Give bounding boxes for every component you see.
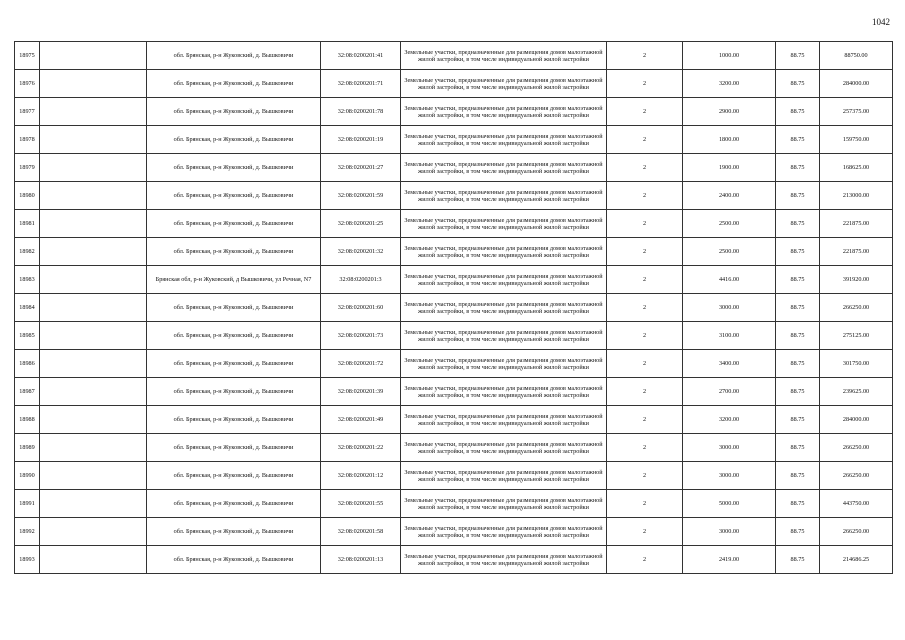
cell-specific-value: 88.75 <box>776 350 820 378</box>
cell-address: Брянская обл, р-н Жуковский, д Вышковичи, ул Речная, N7 <box>147 266 321 294</box>
cell-cadastral-value: 168625.00 <box>820 154 893 182</box>
cell-permitted-use: Земельные участки, предназначенные для размещения домов малоэтажной жилой застройки, в том числе индивидуальной жилой застройки <box>401 266 607 294</box>
cell-group: 2 <box>607 182 683 210</box>
cell-group: 2 <box>607 490 683 518</box>
cell-record-number: 18982 <box>15 238 40 266</box>
table-row <box>15 210 893 238</box>
page-number: 1042 <box>872 17 890 27</box>
cell-address: обл. Брянская, р-н Жуковский, д. Вышковичи <box>147 462 321 490</box>
cell-cadastral-number: 32:08:0200201:39 <box>321 378 401 406</box>
cell-address: обл. Брянская, р-н Жуковский, д. Вышковичи <box>147 546 321 574</box>
cell-empty <box>40 266 147 294</box>
cell-area: 3200.00 <box>683 70 776 98</box>
cell-area: 2900.00 <box>683 98 776 126</box>
cell-record-number: 18986 <box>15 350 40 378</box>
cell-area: 3400.00 <box>683 350 776 378</box>
cell-group: 2 <box>607 238 683 266</box>
cell-permitted-use: Земельные участки, предназначенные для размещения домов малоэтажной жилой застройки, в том числе индивидуальной жилой застройки <box>401 70 607 98</box>
cell-area: 3000.00 <box>683 294 776 322</box>
table-row <box>15 462 893 490</box>
cell-permitted-use: Земельные участки, предназначенные для размещения домов малоэтажной жилой застройки, в том числе индивидуальной жилой застройки <box>401 98 607 126</box>
cell-empty <box>40 70 147 98</box>
cell-specific-value: 88.75 <box>776 266 820 294</box>
cell-cadastral-number: 32:08:0200201:78 <box>321 98 401 126</box>
cell-specific-value: 88.75 <box>776 294 820 322</box>
cell-area: 3000.00 <box>683 462 776 490</box>
cell-group: 2 <box>607 294 683 322</box>
cell-record-number: 18984 <box>15 294 40 322</box>
cell-cadastral-value: 391920.00 <box>820 266 893 294</box>
cell-address: обл. Брянская, р-н Жуковский, д. Вышковичи <box>147 378 321 406</box>
cell-empty <box>40 210 147 238</box>
cell-cadastral-number: 32:08:0200201:27 <box>321 154 401 182</box>
cell-address: обл. Брянская, р-н Жуковский, д. Вышковичи <box>147 490 321 518</box>
cell-area: 2500.00 <box>683 210 776 238</box>
cell-group: 2 <box>607 434 683 462</box>
cell-cadastral-value: 221875.00 <box>820 238 893 266</box>
table-body <box>15 42 893 574</box>
cell-record-number: 18992 <box>15 518 40 546</box>
cell-cadastral-value: 214686.25 <box>820 546 893 574</box>
cell-specific-value: 88.75 <box>776 518 820 546</box>
cell-group: 2 <box>607 98 683 126</box>
cell-permitted-use: Земельные участки, предназначенные для размещения домов малоэтажной жилой застройки, в том числе индивидуальной жилой застройки <box>401 546 607 574</box>
cell-empty <box>40 294 147 322</box>
table-row <box>15 490 893 518</box>
table-row <box>15 238 893 266</box>
cell-specific-value: 88.75 <box>776 126 820 154</box>
cell-empty <box>40 406 147 434</box>
cell-empty <box>40 126 147 154</box>
cell-cadastral-value: 266250.00 <box>820 462 893 490</box>
cell-specific-value: 88.75 <box>776 98 820 126</box>
cell-area: 3000.00 <box>683 434 776 462</box>
cell-empty <box>40 98 147 126</box>
cell-area: 2400.00 <box>683 182 776 210</box>
cell-cadastral-value: 301750.00 <box>820 350 893 378</box>
cell-address: обл. Брянская, р-н Жуковский, д. Вышковичи <box>147 294 321 322</box>
cell-cadastral-number: 32:08:0200201:13 <box>321 546 401 574</box>
cell-address: обл. Брянская, р-н Жуковский, д. Вышковичи <box>147 126 321 154</box>
cell-record-number: 18978 <box>15 126 40 154</box>
cell-record-number: 18979 <box>15 154 40 182</box>
cell-area: 2500.00 <box>683 238 776 266</box>
cell-cadastral-number: 32:08:0200201:22 <box>321 434 401 462</box>
cell-address: обл. Брянская, р-н Жуковский, д. Вышковичи <box>147 210 321 238</box>
table-row <box>15 98 893 126</box>
cell-address: обл. Брянская, р-н Жуковский, д. Вышковичи <box>147 70 321 98</box>
table-row <box>15 406 893 434</box>
cell-record-number: 18977 <box>15 98 40 126</box>
table-row <box>15 182 893 210</box>
cell-cadastral-value: 275125.00 <box>820 322 893 350</box>
cell-group: 2 <box>607 518 683 546</box>
cell-area: 2419.00 <box>683 546 776 574</box>
cell-address: обл. Брянская, р-н Жуковский, д. Вышковичи <box>147 182 321 210</box>
cell-group: 2 <box>607 406 683 434</box>
cell-empty <box>40 350 147 378</box>
cell-cadastral-value: 159750.00 <box>820 126 893 154</box>
cell-cadastral-number: 32:08:0200201:32 <box>321 238 401 266</box>
cell-cadastral-number: 32:08:0200201:3 <box>321 266 401 294</box>
table-row <box>15 378 893 406</box>
cell-record-number: 18993 <box>15 546 40 574</box>
cell-cadastral-value: 239625.00 <box>820 378 893 406</box>
cell-specific-value: 88.75 <box>776 238 820 266</box>
cell-specific-value: 88.75 <box>776 322 820 350</box>
cell-record-number: 18990 <box>15 462 40 490</box>
cell-group: 2 <box>607 378 683 406</box>
cell-record-number: 18985 <box>15 322 40 350</box>
table-row <box>15 294 893 322</box>
cell-group: 2 <box>607 210 683 238</box>
cell-area: 1800.00 <box>683 126 776 154</box>
cell-permitted-use: Земельные участки, предназначенные для размещения домов малоэтажной жилой застройки, в том числе индивидуальной жилой застройки <box>401 126 607 154</box>
cell-group: 2 <box>607 42 683 70</box>
cell-cadastral-value: 88750.00 <box>820 42 893 70</box>
cell-empty <box>40 42 147 70</box>
cell-cadastral-number: 32:08:0200201:71 <box>321 70 401 98</box>
cell-empty <box>40 182 147 210</box>
cell-specific-value: 88.75 <box>776 546 820 574</box>
cell-empty <box>40 322 147 350</box>
cell-specific-value: 88.75 <box>776 182 820 210</box>
table-row <box>15 546 893 574</box>
cell-group: 2 <box>607 126 683 154</box>
cell-specific-value: 88.75 <box>776 210 820 238</box>
cell-cadastral-number: 32:08:0200201:73 <box>321 322 401 350</box>
cell-area: 3000.00 <box>683 518 776 546</box>
cell-cadastral-value: 284000.00 <box>820 406 893 434</box>
cell-cadastral-number: 32:08:0200201:55 <box>321 490 401 518</box>
cell-empty <box>40 154 147 182</box>
cell-group: 2 <box>607 350 683 378</box>
cell-permitted-use: Земельные участки, предназначенные для размещения домов малоэтажной жилой застройки, в том числе индивидуальной жилой застройки <box>401 350 607 378</box>
table-row <box>15 42 893 70</box>
cell-record-number: 18976 <box>15 70 40 98</box>
table-row <box>15 154 893 182</box>
cell-cadastral-number: 32:08:0200201:59 <box>321 182 401 210</box>
cell-area: 1000.00 <box>683 42 776 70</box>
cell-record-number: 18991 <box>15 490 40 518</box>
cell-area: 5000.00 <box>683 490 776 518</box>
cell-specific-value: 88.75 <box>776 462 820 490</box>
cell-address: обл. Брянская, р-н Жуковский, д. Вышковичи <box>147 154 321 182</box>
cell-area: 3200.00 <box>683 406 776 434</box>
cell-cadastral-number: 32:08:0200201:60 <box>321 294 401 322</box>
cell-empty <box>40 546 147 574</box>
cell-empty <box>40 378 147 406</box>
cell-address: обл. Брянская, р-н Жуковский, д. Вышковичи <box>147 406 321 434</box>
cell-cadastral-number: 32:08:0200201:58 <box>321 518 401 546</box>
cell-empty <box>40 238 147 266</box>
cell-area: 3100.00 <box>683 322 776 350</box>
cell-record-number: 18988 <box>15 406 40 434</box>
cell-cadastral-value: 284000.00 <box>820 70 893 98</box>
cell-area: 2700.00 <box>683 378 776 406</box>
cell-specific-value: 88.75 <box>776 154 820 182</box>
cell-group: 2 <box>607 546 683 574</box>
cell-address: обл. Брянская, р-н Жуковский, д. Вышковичи <box>147 518 321 546</box>
table-row <box>15 518 893 546</box>
cell-cadastral-number: 32:08:0200201:19 <box>321 126 401 154</box>
cell-cadastral-value: 266250.00 <box>820 294 893 322</box>
cell-address: обл. Брянская, р-н Жуковский, д. Вышковичи <box>147 42 321 70</box>
table-row <box>15 70 893 98</box>
cell-permitted-use: Земельные участки, предназначенные для размещения домов малоэтажной жилой застройки, в том числе индивидуальной жилой застройки <box>401 378 607 406</box>
cell-empty <box>40 462 147 490</box>
cell-area: 1900.00 <box>683 154 776 182</box>
cell-group: 2 <box>607 266 683 294</box>
cell-cadastral-value: 221875.00 <box>820 210 893 238</box>
cell-empty <box>40 518 147 546</box>
cell-cadastral-value: 443750.00 <box>820 490 893 518</box>
cell-permitted-use: Земельные участки, предназначенные для размещения домов малоэтажной жилой застройки, в том числе индивидуальной жилой застройки <box>401 238 607 266</box>
table-row <box>15 126 893 154</box>
cell-permitted-use: Земельные участки, предназначенные для размещения домов малоэтажной жилой застройки, в том числе индивидуальной жилой застройки <box>401 322 607 350</box>
table-row <box>15 266 893 294</box>
cell-cadastral-value: 266250.00 <box>820 518 893 546</box>
cell-record-number: 18981 <box>15 210 40 238</box>
cell-permitted-use: Земельные участки, предназначенные для размещения домов малоэтажной жилой застройки, в том числе индивидуальной жилой застройки <box>401 462 607 490</box>
cell-permitted-use: Земельные участки, предназначенные для размещения домов малоэтажной жилой застройки, в том числе индивидуальной жилой застройки <box>401 154 607 182</box>
cell-cadastral-number: 32:08:0200201:49 <box>321 406 401 434</box>
cell-cadastral-value: 266250.00 <box>820 434 893 462</box>
cell-record-number: 18980 <box>15 182 40 210</box>
cell-address: обл. Брянская, р-н Жуковский, д. Вышковичи <box>147 322 321 350</box>
cell-address: обл. Брянская, р-н Жуковский, д. Вышковичи <box>147 434 321 462</box>
cell-permitted-use: Земельные участки, предназначенные для размещения домов малоэтажной жилой застройки, в том числе индивидуальной жилой застройки <box>401 434 607 462</box>
table-row <box>15 322 893 350</box>
cell-specific-value: 88.75 <box>776 434 820 462</box>
cell-specific-value: 88.75 <box>776 406 820 434</box>
cell-address: обл. Брянская, р-н Жуковский, д. Вышковичи <box>147 350 321 378</box>
cell-record-number: 18975 <box>15 42 40 70</box>
cell-specific-value: 88.75 <box>776 70 820 98</box>
cell-specific-value: 88.75 <box>776 42 820 70</box>
table-row <box>15 434 893 462</box>
cell-permitted-use: Земельные участки, предназначенные для размещения домов малоэтажной жилой застройки, в том числе индивидуальной жилой застройки <box>401 406 607 434</box>
cell-cadastral-number: 32:08:0200201:12 <box>321 462 401 490</box>
cell-cadastral-number: 32:08:0200201:41 <box>321 42 401 70</box>
table-row <box>15 350 893 378</box>
cell-record-number: 18989 <box>15 434 40 462</box>
cell-address: обл. Брянская, р-н Жуковский, д. Вышковичи <box>147 238 321 266</box>
cell-group: 2 <box>607 462 683 490</box>
cell-cadastral-number: 32:08:0200201:25 <box>321 210 401 238</box>
cell-cadastral-number: 32:08:0200201:72 <box>321 350 401 378</box>
cell-permitted-use: Земельные участки, предназначенные для размещения домов малоэтажной жилой застройки, в том числе индивидуальной жилой застройки <box>401 210 607 238</box>
cell-cadastral-value: 213000.00 <box>820 182 893 210</box>
cell-record-number: 18987 <box>15 378 40 406</box>
cell-cadastral-value: 257375.00 <box>820 98 893 126</box>
cell-permitted-use: Земельные участки, предназначенные для размещения домов малоэтажной жилой застройки, в том числе индивидуальной жилой застройки <box>401 490 607 518</box>
cell-permitted-use: Земельные участки, предназначенные для размещения домов малоэтажной жилой застройки, в том числе индивидуальной жилой застройки <box>401 42 607 70</box>
land-registry-table <box>14 41 893 574</box>
cell-permitted-use: Земельные участки, предназначенные для размещения домов малоэтажной жилой застройки, в том числе индивидуальной жилой застройки <box>401 518 607 546</box>
cell-empty <box>40 434 147 462</box>
cell-specific-value: 88.75 <box>776 490 820 518</box>
cell-group: 2 <box>607 70 683 98</box>
cell-group: 2 <box>607 322 683 350</box>
cell-record-number: 18983 <box>15 266 40 294</box>
cell-permitted-use: Земельные участки, предназначенные для размещения домов малоэтажной жилой застройки, в том числе индивидуальной жилой застройки <box>401 182 607 210</box>
cell-empty <box>40 490 147 518</box>
cell-address: обл. Брянская, р-н Жуковский, д. Вышковичи <box>147 98 321 126</box>
cell-specific-value: 88.75 <box>776 378 820 406</box>
cell-group: 2 <box>607 154 683 182</box>
cell-area: 4416.00 <box>683 266 776 294</box>
cell-permitted-use: Земельные участки, предназначенные для размещения домов малоэтажной жилой застройки, в том числе индивидуальной жилой застройки <box>401 294 607 322</box>
